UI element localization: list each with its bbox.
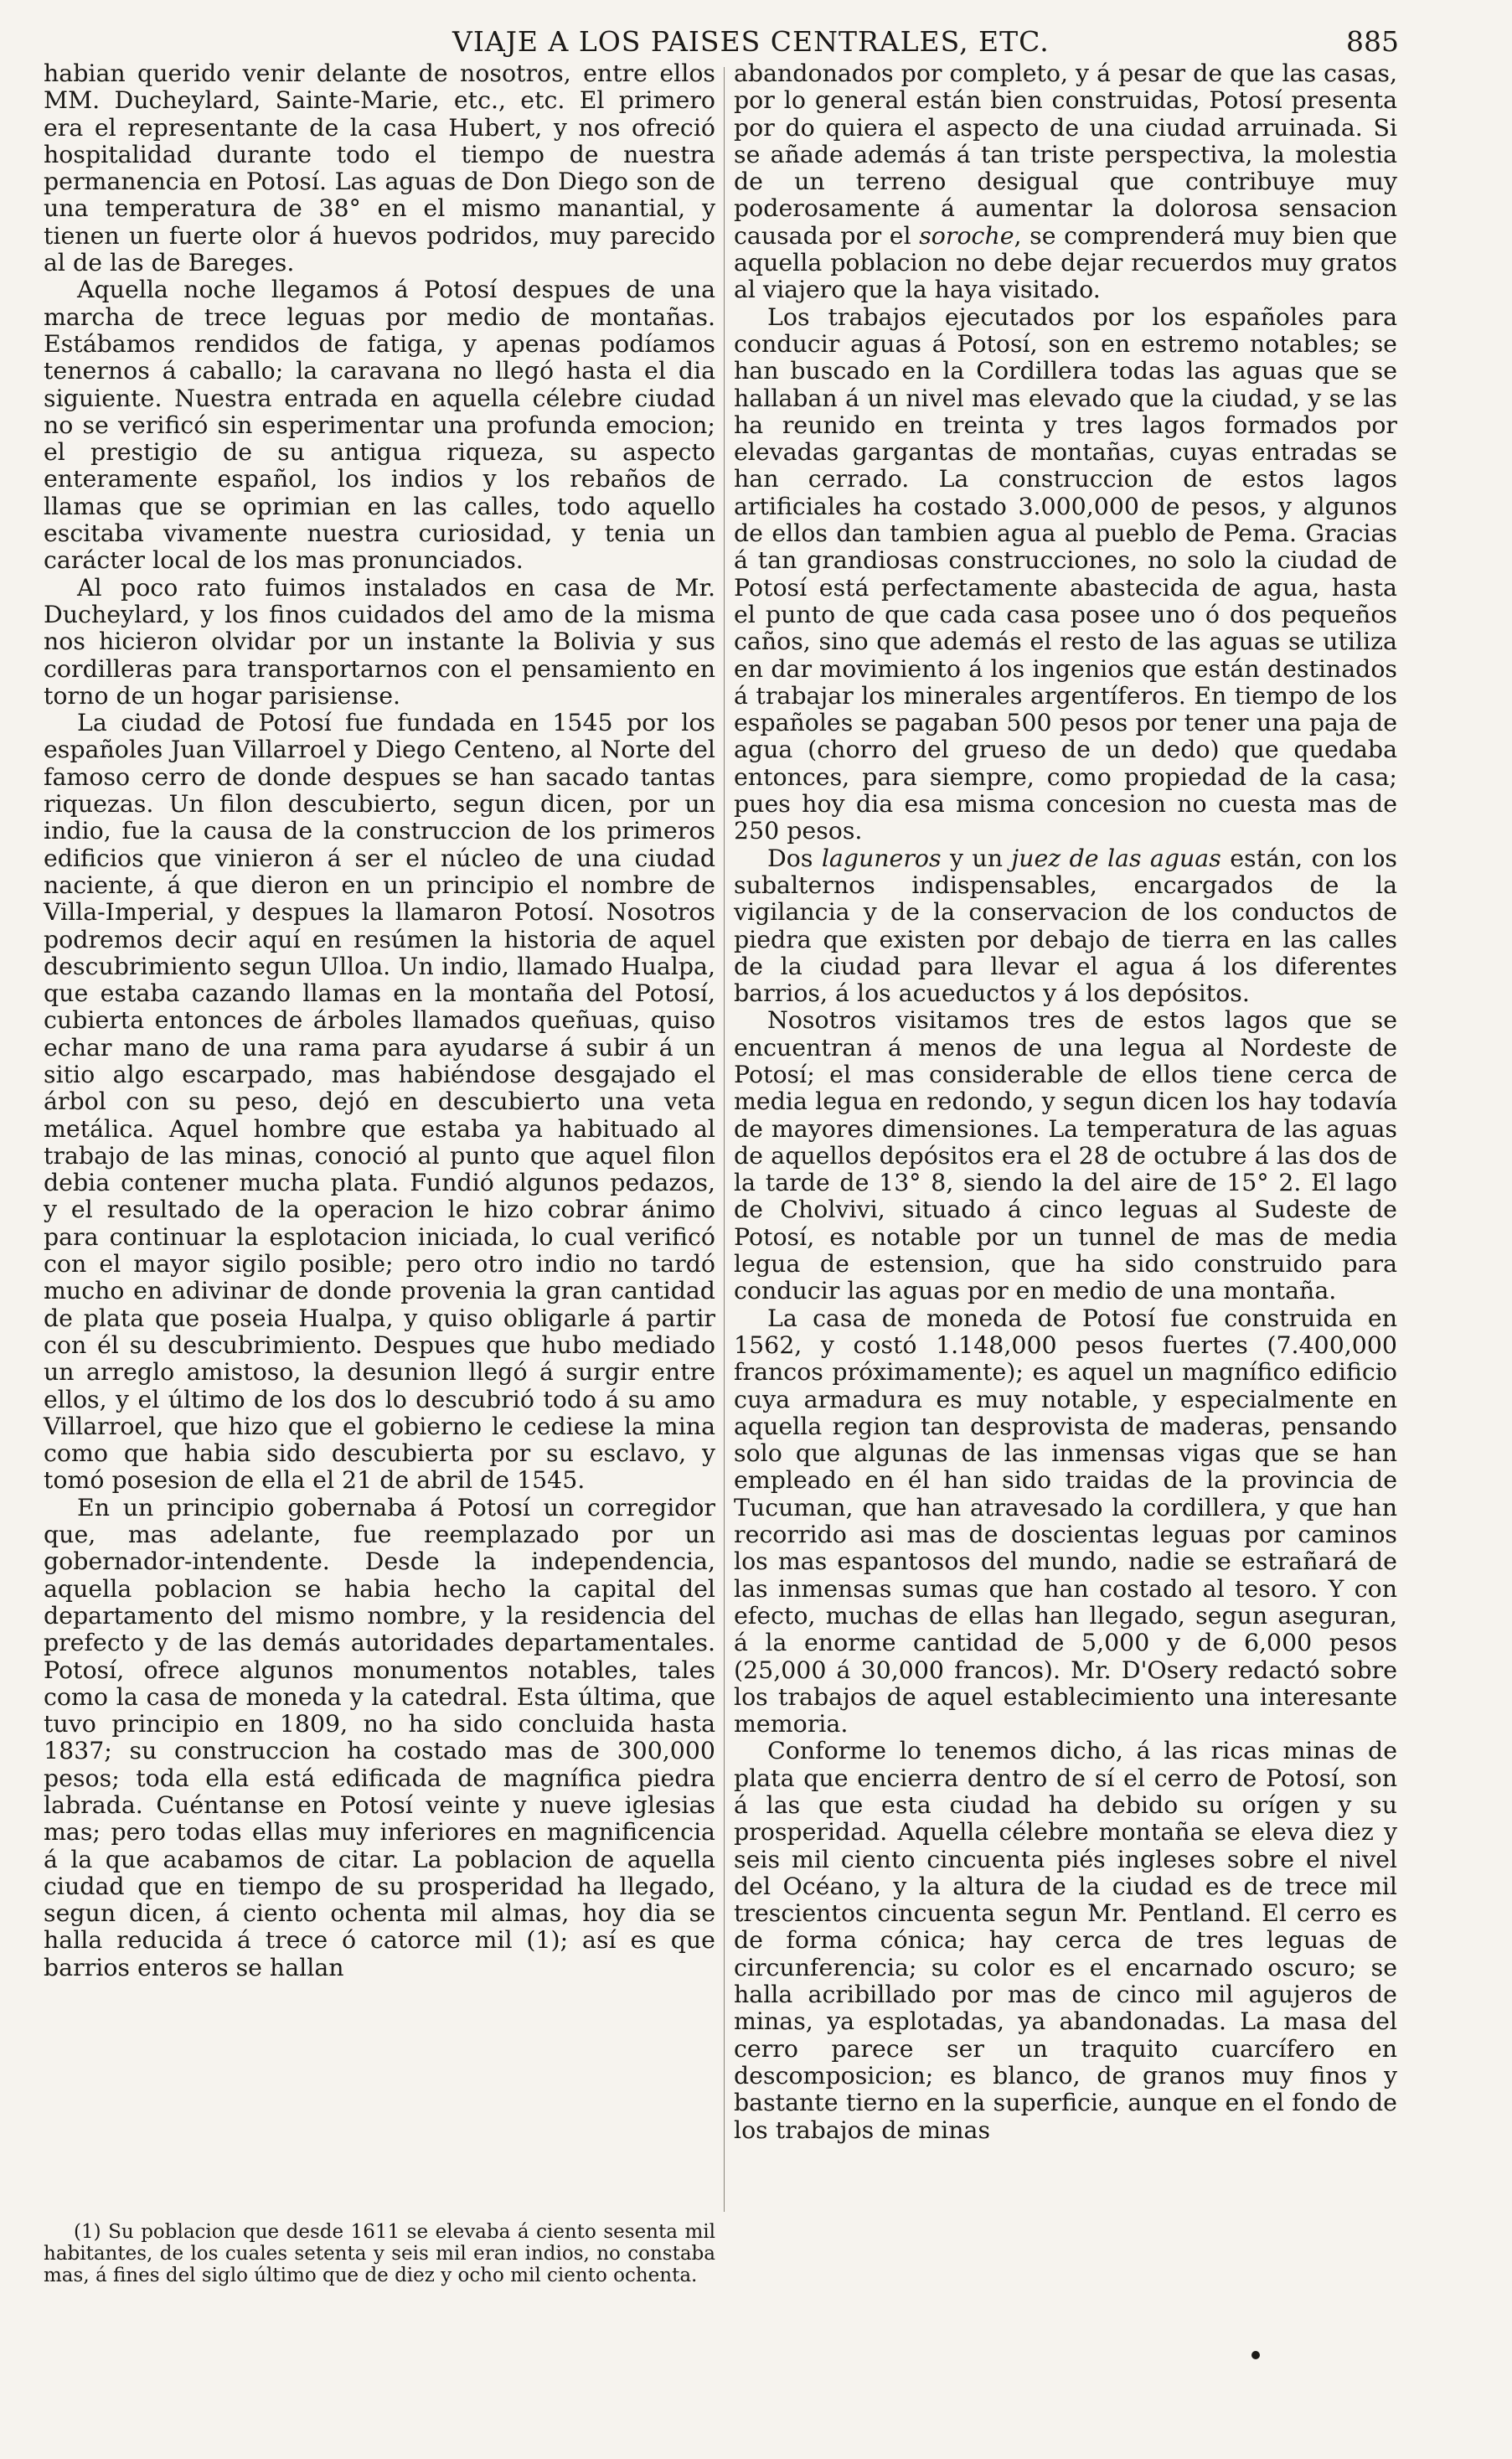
- text-run: y un: [941, 844, 1012, 872]
- paragraph: En un principio gobernaba á Potosí un corregidor que, mas adelante, fue reemplazado por un gobernador-intendente. Desde la independencia, aquella poblacion se habia hecho la capital del departamento del mismo nombre, y la residencia del prefecto y de las demás autoridades departamentales. Potosí, ofrece algunos monumentos notables, tales como la casa de moneda y la catedral. Esta última, que tuvo principio en 1809, no ha sido concluida hasta 1837; su construccion ha costado mas de 300,000 pesos; toda ella está edificada de magnífica piedra labrada. Cuéntanse en Potosí veinte y nueve iglesias mas; pero todas ellas muy inferiores en magnificencia á la que acabamos de citar. La poblacion de aquella ciudad que en tiempo de su prosperidad ha llegado, segun dicen, á ciento ochenta mil almas, hoy dia se halla reducida á trece ó catorce mil (1); así es que barrios enteros se hallan: [44, 1493, 715, 1981]
- paragraph: La ciudad de Potosí fue fundada en 1545 por los españoles Juan Villarroel y Diego Centeno, al Norte del famoso cerro de donde despues se han sacado tantas riquezas. Un filon descubierto, segun dicen, por un indio, fue la causa de la construccion de los primeros edificios que vinieron á ser el núcleo de una ciudad naciente, á que dieron en un principio el nombre de Villa-Imperial, y despues la llamaron Potosí. Nosotros podremos decir aquí en resúmen la historia de aquel descubrimiento segun Ulloa. Un indio, llamado Hualpa, que estaba cazando llamas en la montaña del Potosí, cubierta entonces de árboles llamados queñuas, quiso echar mano de una rama para ayudarse á subir á un sitio algo escarpado, mas habiéndose desgajado el árbol con su peso, dejó en descubierto una veta metálica. Aquel hombre que estaba ya habituado al trabajo de las minas, conoció al punto que aquel filon debia contener mucha plata. Fundió algunos pedazos, y el resultado de la operacion le hizo cobrar ánimo para continuar la esplotacion iniciada, lo cual verificó con el mayor sigilo posible; pero otro indio no tardó mucho en adivinar de donde provenia la gran cantidad de plata que poseia Hualpa, y quiso obligarle á partir con él su descubrimiento. Despues que hubo mediado un arreglo amistoso, la desunion llegó á surgir entre ellos, y el último de los dos lo descubrió todo á su amo Villarroel, que hizo que el gobierno le cediese la mina como que habia sido descubierta por su esclavo, y tomó posesion de ella el 21 de abril de 1545.: [44, 709, 715, 1495]
- paragraph: Conforme lo tenemos dicho, á las ricas minas de plata que encierra dentro de sí el cerro de Potosí, son á las que esta ciudad ha debido su orígen y su prosperidad. Aquella célebre montaña se eleva diez y seis mil ciento cincuenta piés ingleses sobre el nivel del Océano, y la altura de la ciudad es de trece mil trescientos cincuenta segun Mr. Pentland. El cerro es de forma cónica; hay cerca de tres leguas de circunferencia; su color es el encarnado oscuro; se halla acribillado por mas de cinco mil agujeros de minas, ya esplotadas, ya abandonadas. La masa del cerro parece ser un traquito cuarcífero en descomposicion; es blanco, de granos muy finos y bastante tierno en la superficie, aunque en el fondo de los trabajos de minas: [734, 1737, 1397, 2144]
- footnote: (1) Su poblacion que desde 1611 se elevaba á ciento sesenta mil habitantes, de los cuales setenta y seis mil eran indios, no constaba mas, á fines del siglo último que de diez y ocho mil ciento ochenta.: [44, 2221, 715, 2286]
- paragraph: La casa de moneda de Potosí fue construida en 1562, y costó 1.148,000 pesos fuertes (7.400,000 francos próximamente); es aquel un magnífico edificio cuya armadura es muy notable, y especialmente en aquella region tan desprovista de maderas, pensando solo que algunas de las inmensas vigas que se han empleado en él han sido traidas de la provincia de Tucuman, que han atravesado la cordillera, y que han recorrido asi mas de doscientas leguas por caminos los mas espantosos del mundo, nadie se estrañará de las inmensas sumas que han costado al tesoro. Y con efecto, muchas de ellas han llegado, segun aseguran, á la enorme cantidad de 5,000 y de 6,000 pesos (25,000 á 30,000 francos). Mr. D'Osery redactó sobre los trabajos de aquel establecimiento una interesante memoria.: [734, 1304, 1397, 1738]
- right-column: [734, 60, 1397, 2144]
- paragraph: Aquella noche llegamos á Potosí despues de una marcha de trece leguas por medio de montañas. Estábamos rendidos de fatiga, y apenas podíamos tenernos á caballo; la caravana no llegó hasta el dia siguiente. Nuestra entrada en aquella célebre ciudad no se verificó sin esperimentar una profunda emocion; el prestigio de su antigua riqueza, su aspecto enteramente español, los indios y los rebaños de llamas que se oprimian en las calles, todo aquello escitaba vivamente nuestra curiosidad, y tenia un carácter local de los mas pronunciados.: [44, 276, 715, 575]
- italic-term: juez de las aguas: [1011, 844, 1221, 872]
- paragraph: [734, 60, 1397, 304]
- printer-dot-mark: [1251, 2351, 1260, 2359]
- paragraph: [734, 845, 1397, 1008]
- paragraph: Los trabajos ejecutados por los españoles para conducir aguas á Potosí, son en estremo notables; se han buscado en la Cordillera todas las aguas que se hallaban á un nivel mas elevado que la ciudad, y se las ha reunido en treinta y tres lagos formados por elevadas gargantas de montañas, cuyas entradas se han cerrado. La construccion de estos lagos artificiales ha costado 3.000,000 de pesos, y algunos de ellos dan tambien agua al pueblo de Pema. Gracias á tan grandiosas construcciones, no solo la ciudad de Potosí está perfectamente abastecida de agua, hasta el punto de que cada casa posee uno ó dos pequeños caños, sino que además el resto de las aguas se utiliza en dar movimiento á los ingenios que están destinados á trabajar los minerales argentíferos. En tiempo de los españoles se pagaban 500 pesos por tener una paja de agua (chorro del grueso de un dedo) que quedaba entonces, para siempre, como propiedad de la casa; pues hoy dia esa misma concesion no cuesta mas de 250 pesos.: [734, 302, 1397, 845]
- page-header: [50, 25, 1399, 62]
- paragraph: Nosotros visitamos tres de estos lagos que se encuentran á menos de una legua al Nordeste de Potosí; el mas considerable de ellos tiene cerca de media legua en redondo, y segun dicen los hay todavía de mayores dimensiones. La temperatura de las aguas de aquellos depósitos era el 28 de octubre á las dos de la tarde de 13° 8, siendo la del aire de 15° 2. El lago de Cholvivi, situado á cinco leguas al Sudeste de Potosí, es notable por un tunnel de mas de media legua de estension, que ha sido construido para conducir las aguas por en medio de una montaña.: [734, 1006, 1397, 1305]
- italic-term: soroche: [919, 221, 1014, 250]
- page-number: 885: [1346, 25, 1399, 58]
- text-run: están, con los subalternos indispensables, encargados de la vigilancia y de la conservacion de los conductos de piedra que existen por debajo de tierra en las calles de la ciudad para llevar el agua á los diferentes barrios, á los acueductos y á los depósitos.: [734, 844, 1397, 1008]
- text-run: , se comprenderá muy bien que aquella poblacion no debe dejar recuerdos muy gratos al viajero que la haya visitado.: [734, 221, 1397, 304]
- italic-term: laguneros: [821, 844, 942, 872]
- text-run: Dos: [767, 844, 822, 872]
- paragraph: habian querido venir delante de nosotros, entre ellos MM. Ducheylard, Sainte-Marie, etc., etc. El primero era el representante de la casa Hubert, y nos ofreció hospitalidad durante todo el tiempo de nuestra permanencia en Potosí. Las aguas de Don Diego son de una temperatura de 38° en el mismo manantial, y tienen un fuerte olor á huevos podridos, muy parecido al de las de Bareges.: [44, 59, 715, 277]
- column-divider: [724, 67, 725, 2212]
- text-run: abandonados por completo, y á pesar de que las casas, por lo general están bien construidas, Potosí presenta por do quiera el aspecto de una ciudad arruinada. Si se añade además á tan triste perspectiva, la molestia de un terreno desigual que contribuye muy poderosamente á aumentar la dolorosa sensacion causada por el: [734, 59, 1397, 250]
- left-column: [44, 60, 715, 1981]
- paragraph: Al poco rato fuimos instalados en casa de Mr. Ducheylard, y los finos cuidados del amo de la misma nos hicieron olvidar por un instante la Bolivia y sus cordilleras para transportarnos con el pensamiento en torno de un hogar parisiense.: [44, 573, 715, 710]
- running-title: VIAJE A LOS PAISES CENTRALES, ETC.: [452, 25, 1050, 58]
